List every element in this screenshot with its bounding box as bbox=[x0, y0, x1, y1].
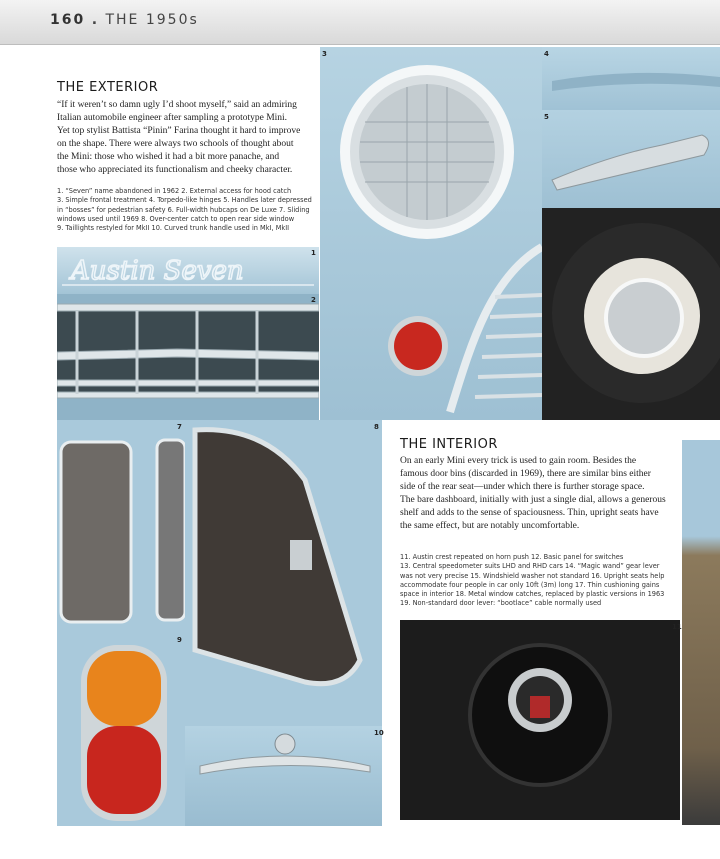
photo-interior-edge bbox=[682, 440, 720, 825]
photo-number-4: 4 bbox=[544, 50, 549, 58]
photo-number-1: 1 bbox=[311, 249, 316, 257]
interior-body-line: On an early Mini every trick is used to gain room. Besides the bbox=[400, 456, 637, 466]
badge-script: Austin Seven bbox=[71, 256, 244, 286]
page-number: 160 bbox=[50, 12, 86, 28]
door-handle-illustration bbox=[542, 110, 720, 208]
exterior-body-line: the Mini: those who wished it had a bit more panache, and bbox=[57, 152, 280, 162]
photo-number-11: 11 bbox=[672, 623, 682, 631]
photo-wheel bbox=[542, 208, 720, 420]
interior-body-line: the same effect, but are notably uncomfortable. bbox=[400, 521, 580, 531]
exterior-body-line: those who appreciated its functionalism and cheeky character. bbox=[57, 165, 293, 175]
interior-caption-line: space in interior 18. Metal window catches, replaced by plastic versions in 1963 bbox=[400, 590, 665, 599]
interior-caption-line: accommodate four people in car only 10ft (3m) long 17. Thin cushioning gains bbox=[400, 580, 660, 589]
photo-door-handle bbox=[542, 110, 720, 208]
photo-headlight bbox=[320, 47, 542, 420]
interior-body-line: famous door bins (discarded in 1969), there are similar bins either bbox=[400, 469, 651, 479]
interior-caption-line: was not very precise 15. Windshield washer not standard 16. Upright seats help bbox=[400, 571, 665, 580]
interior-captions bbox=[400, 553, 664, 609]
photo-number-7: 7 bbox=[177, 423, 182, 431]
exterior-caption-line: in “bosses” for pedestrian safety 6. Full-width hubcaps on De Luxe 7. Sliding bbox=[57, 205, 310, 214]
interior-heading: THE INTERIOR bbox=[400, 437, 498, 452]
grille-illustration bbox=[57, 294, 319, 420]
taillight-illustration bbox=[57, 633, 185, 826]
window-catch-illustration bbox=[185, 420, 382, 726]
interior-body-line: The bare dashboard, initially with just a single dial, allows a generous bbox=[400, 495, 666, 505]
interior-caption-line: 11. Austin crest repeated on horn push 12. Basic panel for switches bbox=[400, 553, 624, 561]
photo-hinges bbox=[542, 47, 720, 110]
exterior-caption-line: 3. Simple frontal treatment 4. Torpedo-like hinges 5. Handles later depressed bbox=[57, 196, 312, 205]
photo-sliding-window bbox=[57, 420, 185, 633]
photo-grille bbox=[57, 294, 319, 420]
exterior-captions bbox=[57, 187, 312, 233]
exterior-caption-line: windows used until 1969 8. Over-center catch to open rear side window bbox=[57, 214, 295, 223]
interior-body bbox=[400, 455, 682, 533]
interior-caption-line: 19. Non-standard door lever: “bootlace” cable normally used bbox=[400, 599, 602, 608]
horn-push-illustration bbox=[400, 620, 680, 820]
trunk-handle-illustration bbox=[185, 726, 382, 826]
photo-window-catch bbox=[185, 420, 382, 726]
hinge-illustration bbox=[542, 47, 720, 110]
photo-number-5: 5 bbox=[544, 113, 549, 121]
photo-number-6: 6 bbox=[544, 211, 549, 219]
photo-number-9: 9 bbox=[177, 636, 182, 644]
section-title: THE 1950s bbox=[105, 12, 199, 28]
sliding-window-illustration bbox=[57, 420, 185, 633]
exterior-body-line: Italian automobile engineer after sampling a prototype Mini. bbox=[57, 113, 288, 123]
photo-number-3: 3 bbox=[322, 50, 327, 58]
page-header bbox=[0, 0, 720, 45]
photo-taillight bbox=[57, 633, 185, 826]
photo-austin-seven-badge bbox=[57, 247, 319, 294]
interior-caption-line: 13. Central speedometer suits LHD and RHD cars 14. “Magic wand” gear lever bbox=[400, 562, 660, 571]
exterior-body-line: on the shape. There were always two schools of thought about bbox=[57, 139, 294, 149]
exterior-caption-line: 9. Taillights restyled for MkII 10. Curved trunk handle used in MkI, MkII bbox=[57, 224, 290, 233]
wheel-illustration bbox=[542, 208, 720, 420]
header-separator: . bbox=[91, 12, 100, 28]
exterior-heading: THE EXTERIOR bbox=[57, 80, 159, 95]
exterior-caption-line: 1. “Seven” name abandoned in 1962 2. External access for hood catch bbox=[57, 187, 292, 195]
photo-horn-push bbox=[400, 620, 680, 820]
photo-number-8: 8 bbox=[374, 423, 379, 431]
badge-illustration bbox=[57, 247, 319, 294]
interior-body-line: shelf and adds to the sense of spaciousness. Thin, upright seats have bbox=[400, 508, 659, 518]
headlight-illustration bbox=[320, 47, 542, 420]
photo-number-2: 2 bbox=[311, 296, 316, 304]
photo-number-10: 10 bbox=[374, 729, 384, 737]
exterior-body bbox=[57, 99, 319, 177]
photo-trunk-handle bbox=[185, 726, 382, 826]
exterior-body-line: “If it weren’t so damn ugly I’d shoot myself,” said an admiring bbox=[57, 100, 297, 110]
exterior-body-line: Yet top stylist Battista “Pinin” Farina thought it hard to improve bbox=[57, 126, 301, 136]
interior-body-line: side of the rear seat—under which there is further storage space. bbox=[400, 482, 645, 492]
